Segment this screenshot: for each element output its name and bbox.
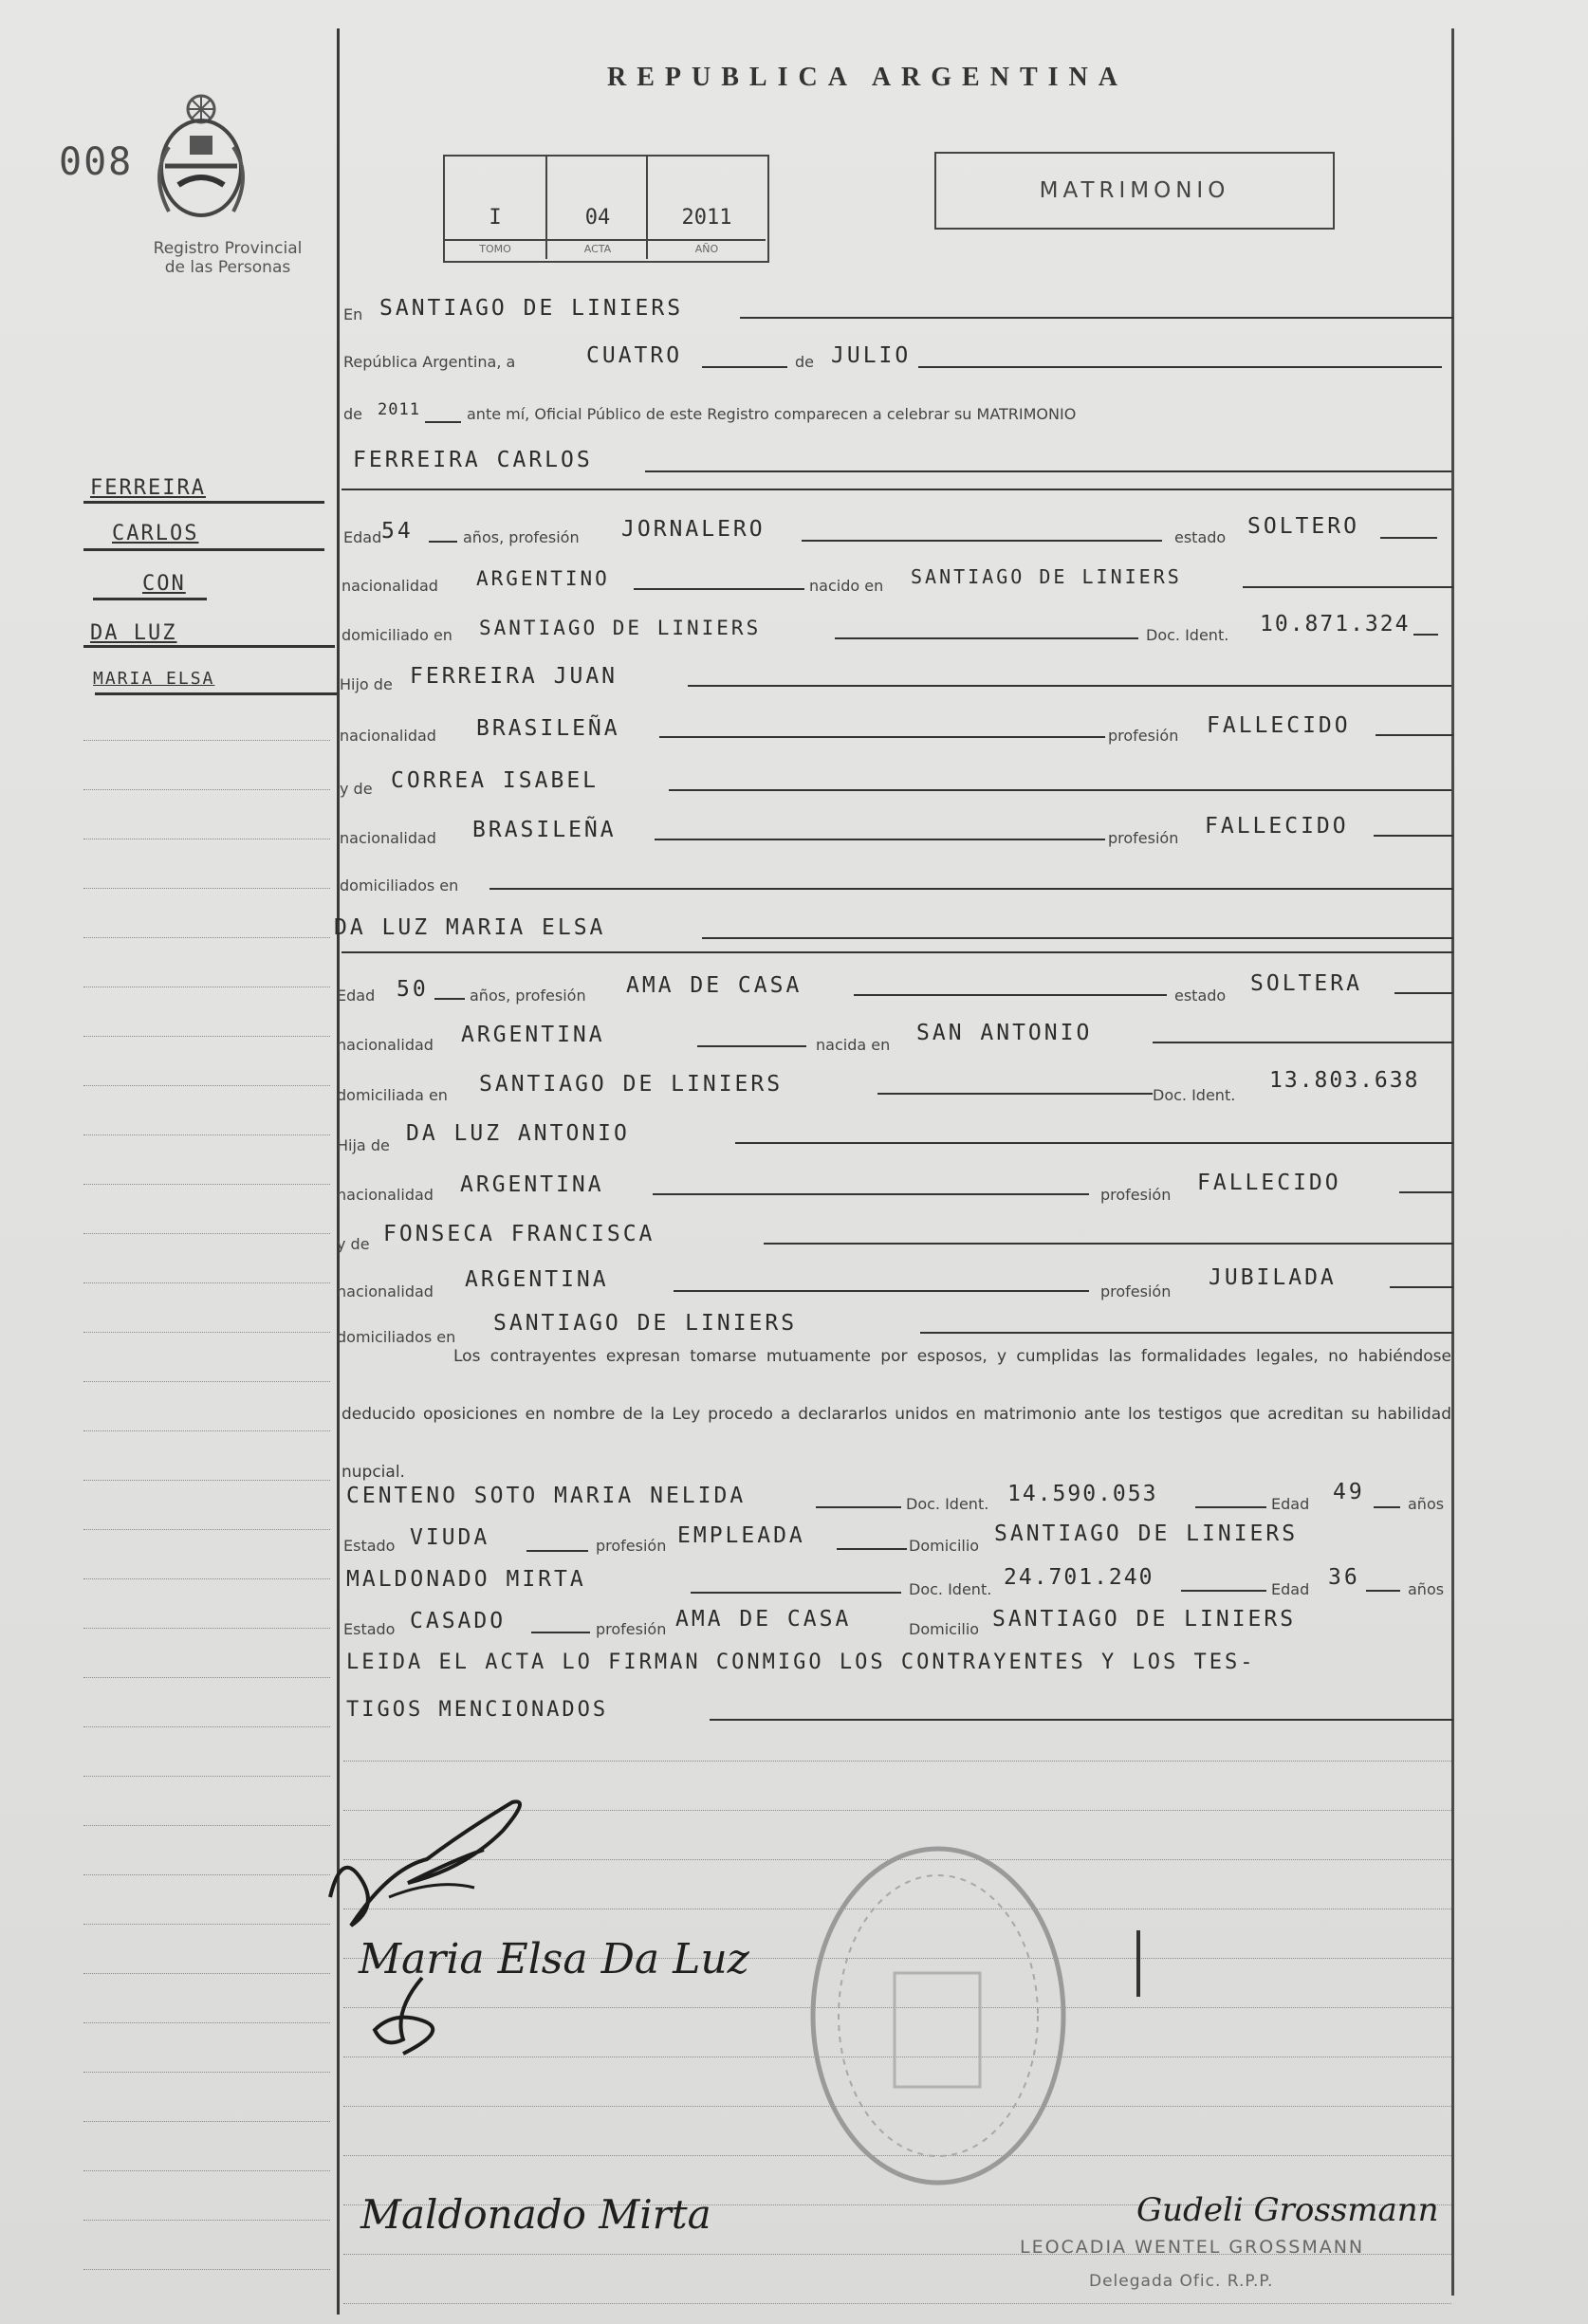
margin-ruling-line <box>83 1973 330 1974</box>
margin-name-0: FERREIRA <box>90 476 206 500</box>
label-estado: Estado <box>343 1537 396 1555</box>
underline <box>735 1142 1453 1144</box>
margin-ruling-line <box>83 740 330 741</box>
underline <box>531 1632 590 1633</box>
c1-mother: CORREA ISABEL <box>391 768 600 793</box>
w2-status: CASADO <box>410 1609 507 1633</box>
label-nacida-en: nacida en <box>816 1036 891 1054</box>
c1-profession: JORNALERO <box>621 517 766 542</box>
c1-father-nationality: BRASILEÑA <box>476 716 620 741</box>
registry-name <box>95 239 360 277</box>
underline <box>1390 1286 1453 1288</box>
underline <box>634 588 804 590</box>
c2-mother-profession: JUBILADA <box>1209 1265 1337 1290</box>
underline <box>764 1243 1453 1245</box>
underline <box>1376 734 1453 736</box>
underline <box>425 421 461 423</box>
margin-divider <box>337 28 340 2315</box>
margin-ruling-line <box>83 1776 330 1777</box>
underline <box>645 470 1451 472</box>
label-doc-ident: Doc. Ident. <box>1146 626 1229 644</box>
underline <box>1399 1191 1453 1193</box>
label-nacionalidad: nacionalidad <box>337 1186 434 1204</box>
margin-ruling-line <box>83 2170 330 2171</box>
underline <box>1243 586 1453 588</box>
label-nacionalidad: nacionalidad <box>337 1036 434 1054</box>
underline <box>1366 1590 1400 1592</box>
underline <box>429 541 457 543</box>
official-name: LEOCADIA WENTEL GROSSMANN <box>1020 2237 1365 2258</box>
margin-ruling-line <box>83 1874 330 1875</box>
note-line-1: LEIDA EL ACTA LO FIRMAN CONMIGO LOS CONTRAYENTES Y LOS TES- <box>346 1651 1256 1674</box>
label-anos-prof: años, profesión <box>470 987 586 1005</box>
registry-line-2: de las Personas <box>164 258 291 277</box>
label-domiciliados-en: domiciliados en <box>337 1328 456 1346</box>
margin-ruling-line <box>83 1677 330 1678</box>
label-en: En <box>343 305 363 323</box>
label-hija-de: Hija de <box>337 1136 390 1154</box>
c2-parents-address: SANTIAGO DE LINIERS <box>493 1311 798 1336</box>
underline <box>702 366 787 368</box>
label-profesion: profesión <box>1108 829 1179 847</box>
official-title: Delegada Ofic. R.P.P. <box>1089 2272 1274 2291</box>
underline <box>816 1506 901 1508</box>
underline <box>691 1592 901 1594</box>
label-estado: estado <box>1174 987 1227 1005</box>
label-nacionalidad: nacionalidad <box>340 829 436 847</box>
acta-cell <box>545 157 648 259</box>
acta-value: 04 <box>584 206 611 230</box>
label-profesion: profesión <box>596 1537 667 1555</box>
label-nacionalidad: nacionalidad <box>342 577 438 595</box>
margin-ruling-line <box>83 888 330 889</box>
underline <box>740 317 1453 319</box>
underline <box>1374 1506 1400 1508</box>
label-de-month: de <box>795 353 814 371</box>
underline <box>489 888 1453 890</box>
underline <box>854 994 1167 996</box>
margin-ruling-line <box>83 1134 330 1135</box>
acta-box <box>443 155 769 263</box>
signature-testigo1 <box>365 1973 470 2058</box>
margin-ruling-line <box>83 2220 330 2221</box>
label-domiciliada-en: domiciliada en <box>337 1086 448 1104</box>
c2-father: DA LUZ ANTONIO <box>406 1121 630 1146</box>
margin-line <box>95 692 337 695</box>
tomo-label: TOMO <box>445 239 545 255</box>
underline <box>342 489 1451 490</box>
margin-line <box>83 548 324 551</box>
underline <box>697 1045 806 1047</box>
ano-label: AÑO <box>648 239 766 255</box>
c1-birthplace: SANTIAGO DE LINIERS <box>911 565 1182 588</box>
underline <box>1394 992 1453 994</box>
label-y-de: y de <box>337 1235 370 1253</box>
label-edad: Edad <box>1271 1580 1310 1598</box>
label-estado: Estado <box>343 1620 396 1638</box>
label-y-de: y de <box>340 780 373 798</box>
label-nacionalidad: nacionalidad <box>337 1282 434 1300</box>
underline <box>710 1719 1453 1721</box>
underline <box>1374 835 1453 837</box>
c1-nationality: ARGENTINO <box>476 567 610 590</box>
coat-of-arms-icon <box>140 90 262 223</box>
c2-status: SOLTERA <box>1250 971 1362 996</box>
label-estado: estado <box>1174 528 1227 546</box>
margin-name-2: CON <box>142 572 186 596</box>
w1-document: 14.590.053 <box>1007 1482 1158 1506</box>
c2-age: 50 <box>397 977 429 1002</box>
c2-mother: FONSECA FRANCISCA <box>383 1222 656 1246</box>
margin-ruling-line <box>83 1628 330 1629</box>
label-doc-ident: Doc. Ident. <box>906 1495 989 1513</box>
registry-line-1: Registro Provincial <box>153 239 303 258</box>
c1-mother-profession: FALLECIDO <box>1205 814 1349 839</box>
signature-testigo2: Maldonado Mirta <box>360 2191 711 2238</box>
w1-age: 49 <box>1333 1480 1365 1504</box>
c2-father-profession: FALLECIDO <box>1197 1171 1341 1195</box>
margin-ruling-line <box>83 789 330 790</box>
margin-ruling-line <box>83 1430 330 1431</box>
place-year: 2011 <box>378 400 420 419</box>
official-seal-icon <box>804 1840 1072 2191</box>
body-ruling-line <box>343 2303 1451 2304</box>
label-edad: Edad <box>343 528 382 546</box>
label-ante: ante mí, Oficial Público de este Registro comparecen a celebrar su MATRIMONIO <box>467 405 1077 423</box>
underline <box>918 366 1442 368</box>
c2-nationality: ARGENTINA <box>461 1023 605 1047</box>
label-doc-ident: Doc. Ident. <box>909 1580 992 1598</box>
label-profesion: profesión <box>1100 1186 1172 1204</box>
underline <box>877 1093 1153 1095</box>
w2-document: 24.701.240 <box>1004 1565 1154 1590</box>
margin-ruling-line <box>83 2121 330 2122</box>
c2-birthplace: SAN ANTONIO <box>916 1021 1093 1045</box>
margin-ruling-line <box>83 1825 330 1826</box>
margin-ruling-line <box>83 1381 330 1382</box>
margin-ruling-line <box>83 1529 330 1530</box>
tomo-value: I <box>489 206 502 230</box>
c1-age: 54 <box>381 519 414 544</box>
c1-name: FERREIRA CARLOS <box>353 448 593 472</box>
c1-mother-nationality: BRASILEÑA <box>472 818 617 842</box>
underline <box>1380 537 1437 539</box>
margin-name-3: DA LUZ <box>90 621 177 645</box>
margin-ruling-line <box>83 1085 330 1086</box>
underline <box>1181 1590 1266 1592</box>
underline <box>655 839 1105 840</box>
label-anos: años <box>1408 1495 1445 1513</box>
w1-status: VIUDA <box>410 1525 490 1550</box>
label-de-year: de <box>343 405 362 423</box>
label-hijo-de: Hijo de <box>340 675 393 693</box>
label-domiciliados-en: domiciliados en <box>340 876 459 895</box>
c1-document: 10.871.324 <box>1260 612 1411 636</box>
margin-ruling-line <box>83 1924 330 1925</box>
label-republica: República Argentina, a <box>343 353 516 371</box>
w1-address: SANTIAGO DE LINIERS <box>994 1522 1299 1546</box>
right-border <box>1451 28 1454 2296</box>
place-day: CUATRO <box>586 343 683 368</box>
margin-ruling-line <box>83 2269 330 2270</box>
margin-ruling-line <box>83 1578 330 1579</box>
label-nacionalidad: nacionalidad <box>340 727 436 745</box>
acta-label: ACTA <box>547 239 648 255</box>
ano-cell <box>646 157 766 259</box>
margin-ruling-line <box>83 1480 330 1481</box>
margin-line <box>83 501 324 504</box>
w2-name: MALDONADO MIRTA <box>346 1567 586 1592</box>
w2-age: 36 <box>1328 1565 1360 1590</box>
margin-ruling-line <box>83 1233 330 1234</box>
margin-ruling-line <box>83 1332 330 1333</box>
c2-name: DA LUZ MARIA ELSA <box>334 915 606 940</box>
label-domiciliado-en: domiciliado en <box>342 626 452 644</box>
c2-document: 13.803.638 <box>1269 1068 1420 1093</box>
underline <box>526 1550 588 1552</box>
w2-profession: AMA DE CASA <box>675 1607 852 1632</box>
label-doc-ident: Doc. Ident. <box>1153 1086 1236 1104</box>
margin-ruling-line <box>83 937 330 938</box>
signature-mark <box>1136 1930 1140 1997</box>
label-nacido-en: nacido en <box>809 577 884 595</box>
underline <box>659 736 1105 738</box>
underline <box>835 637 1138 639</box>
underline <box>653 1193 1089 1195</box>
margin-name-4: MARIA ELSA <box>93 669 215 689</box>
c1-father-profession: FALLECIDO <box>1207 713 1351 738</box>
tomo-cell <box>445 157 545 259</box>
margin-line <box>93 598 207 600</box>
label-profesion: profesión <box>596 1620 667 1638</box>
place-month: JULIO <box>831 343 912 368</box>
signature-oficial: Gudeli Grossmann <box>1136 2191 1439 2229</box>
margin-column <box>0 0 337 2324</box>
c2-profession: AMA DE CASA <box>626 973 803 998</box>
label-edad: Edad <box>1271 1495 1310 1513</box>
ano-value: 2011 <box>681 206 732 230</box>
label-profesion: profesión <box>1100 1282 1172 1300</box>
margin-line <box>83 645 335 648</box>
margin-name-1: CARLOS <box>112 522 199 545</box>
underline <box>1413 634 1438 636</box>
document-code: 008 <box>59 140 134 184</box>
w1-profession: EMPLEADA <box>677 1523 805 1548</box>
underline <box>837 1548 907 1550</box>
underline <box>342 951 1453 953</box>
underline <box>1153 1042 1453 1043</box>
c1-status: SOLTERO <box>1247 514 1359 539</box>
signature-contrayente1 <box>323 1793 569 1935</box>
label-domicilio: Domicilio <box>909 1620 980 1638</box>
page-title: REPUBLICA ARGENTINA <box>607 63 1128 92</box>
w1-name: CENTENO SOTO MARIA NELIDA <box>346 1484 747 1508</box>
margin-ruling-line <box>83 1184 330 1185</box>
c1-address: SANTIAGO DE LINIERS <box>479 617 762 639</box>
c2-mother-nationality: ARGENTINA <box>465 1267 609 1292</box>
margin-ruling-line <box>83 2022 330 2023</box>
underline <box>702 937 1453 939</box>
underline <box>802 540 1162 542</box>
underline <box>674 1290 1089 1292</box>
label-anos: años <box>1408 1580 1445 1598</box>
margin-ruling-line <box>83 2072 330 2073</box>
c1-father: FERREIRA JUAN <box>410 664 619 689</box>
underline <box>434 998 465 1000</box>
form-type-box: MATRIMONIO <box>934 152 1335 230</box>
declaration-text: Los contrayentes expresan tomarse mutuamente por esposos, y cumplidas las formalidades legales, no habiéndose deducido oposiciones en nombre de la Ley procedo a declararlos unidos en matrimonio ante los testigos que acreditan su habilidad nupcial. <box>342 1347 1451 1482</box>
label-edad: Edad <box>337 987 376 1005</box>
w2-address: SANTIAGO DE LINIERS <box>992 1607 1297 1632</box>
margin-ruling-line <box>83 1036 330 1037</box>
underline <box>1195 1506 1266 1508</box>
note-line-2: TIGOS MENCIONADOS <box>346 1698 609 1722</box>
label-domicilio: Domicilio <box>909 1537 980 1555</box>
underline <box>688 685 1451 687</box>
margin-ruling-line <box>83 1726 330 1727</box>
label-anos-prof: años, profesión <box>463 528 580 546</box>
margin-ruling-line <box>83 1282 330 1283</box>
place-city: SANTIAGO DE LINIERS <box>379 296 684 321</box>
signature-contrayente2: Maria Elsa Da Luz <box>359 1935 749 1983</box>
c2-address: SANTIAGO DE LINIERS <box>479 1072 784 1097</box>
c2-father-nationality: ARGENTINA <box>460 1172 604 1197</box>
label-profesion: profesión <box>1108 727 1179 745</box>
underline <box>669 789 1451 791</box>
